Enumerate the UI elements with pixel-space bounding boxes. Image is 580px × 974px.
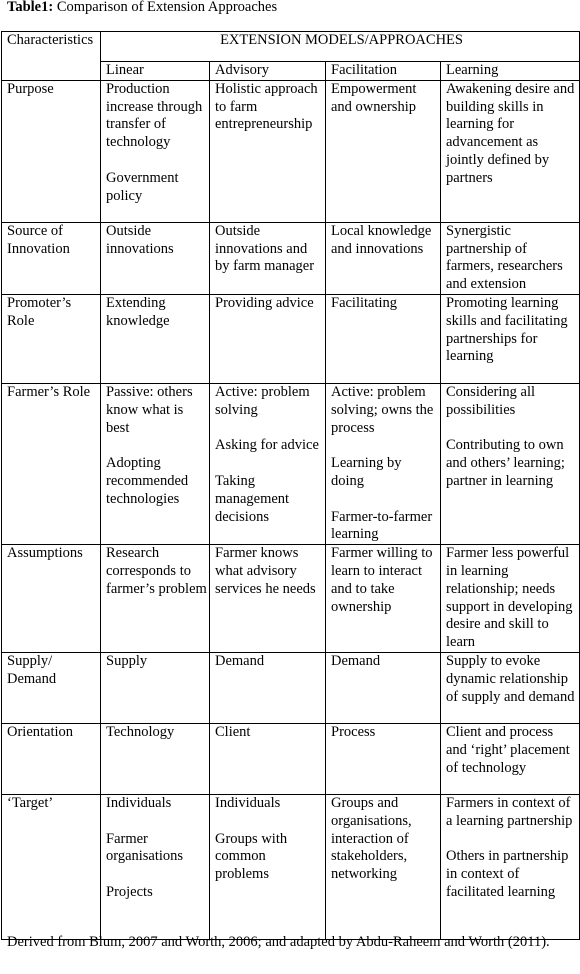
- cell-text: Farmer knows what advisory services he needs: [215, 545, 316, 597]
- cell-text: Client and process and ‘right’ placement of technology: [446, 723, 570, 776]
- cell-advisory: [210, 723, 326, 794]
- cell-facilitation: [326, 545, 441, 653]
- cell-text: Farmer-to-farmer learning: [331, 508, 433, 543]
- cell-facilitation: [326, 794, 441, 939]
- cell-text: Client: [215, 723, 251, 740]
- cell-facilitation: [326, 383, 441, 544]
- cell-linear: [101, 80, 210, 222]
- row-header: Orientation: [2, 723, 101, 794]
- cell-text: Farmer less powerful in learning relationship; needs support in developing desire and skill to learn: [446, 545, 573, 651]
- cell-facilitation: [326, 723, 441, 794]
- cell-text: Supply to evoke dynamic relationship of supply and demand: [446, 652, 575, 705]
- paragraph-gap: [215, 420, 323, 438]
- cell-facilitation: [326, 294, 441, 383]
- cell-facilitation: [326, 80, 441, 222]
- cell-text: Production increase through transfer of technology: [106, 80, 203, 151]
- paragraph-gap: [446, 831, 577, 849]
- cell-linear: [101, 794, 210, 939]
- table-row: [2, 383, 580, 544]
- cell-text: Supply: [106, 652, 148, 669]
- table-caption: [7, 0, 277, 16]
- cell-text: Demand: [331, 652, 381, 669]
- cell-text: Extending knowledge: [106, 294, 170, 329]
- cell-advisory: [210, 794, 326, 939]
- table-body: [2, 80, 580, 939]
- cell-advisory: [210, 545, 326, 653]
- cell-text: Outside innovations and by farm manager: [215, 222, 315, 275]
- cell-facilitation: [326, 222, 441, 294]
- column-header-linear: Linear: [101, 62, 210, 81]
- table-row: [2, 723, 580, 794]
- paragraph-gap: [106, 437, 207, 455]
- paragraph-gap: [106, 813, 207, 831]
- row-header: Supply/ Demand: [2, 652, 101, 723]
- cell-text: Contributing to own and others’ learning; partner in learning: [446, 437, 565, 489]
- cell-learning: [441, 294, 580, 383]
- cell-linear: [101, 222, 210, 294]
- group-header: EXTENSION MODELS/APPROACHES: [101, 32, 580, 62]
- caption-title: Comparison of Extension Approaches: [53, 0, 278, 15]
- cell-text: Considering all possibilities: [446, 383, 536, 418]
- paragraph-gap: [106, 866, 207, 884]
- cell-text: Providing advice: [215, 294, 314, 311]
- cell-learning: [441, 794, 580, 939]
- cell-facilitation: [326, 652, 441, 723]
- cell-text: Empowerment and ownership: [331, 80, 417, 115]
- row-header: Farmer’s Role: [2, 383, 101, 544]
- row-header: Assumptions: [2, 545, 101, 653]
- table-row: [2, 80, 580, 222]
- cell-text: Adopting recommended technologies: [106, 455, 189, 507]
- row-header: Promoter’s Role: [2, 294, 101, 383]
- paragraph-gap: [215, 813, 323, 831]
- cell-text: Demand: [215, 652, 265, 669]
- paragraph-gap: [331, 491, 438, 509]
- cell-linear: [101, 545, 210, 653]
- cell-advisory: [210, 80, 326, 222]
- cell-text: Groups and organisations, interaction of stakeholders, networking: [331, 794, 412, 883]
- paragraph-gap: [331, 437, 438, 455]
- table-row: [2, 222, 580, 294]
- cell-text: Holistic approach to farm entrepreneurship: [215, 80, 318, 133]
- paragraph-gap: [106, 152, 207, 170]
- cell-text: Individuals: [215, 794, 281, 811]
- cell-text: Government policy: [106, 169, 179, 204]
- cell-advisory: [210, 383, 326, 544]
- cell-linear: [101, 652, 210, 723]
- cell-text: Research corresponds to farmer’s problem: [106, 545, 207, 597]
- cell-text: Active: problem solving: [215, 383, 310, 418]
- cell-text: Farmers in context of a learning partnership: [446, 794, 573, 829]
- cell-learning: [441, 222, 580, 294]
- cell-text: Promoting learning skills and facilitating partnerships for learning: [446, 294, 568, 365]
- cell-text: Local knowledge and innovations: [331, 222, 432, 257]
- paragraph-gap: [215, 455, 323, 473]
- cell-text: Outside innovations: [106, 222, 174, 257]
- caption-label: Table1:: [7, 0, 54, 15]
- row-header: Source of Innovation: [2, 222, 101, 294]
- paragraph-gap: [446, 420, 577, 438]
- table-row: [2, 794, 580, 939]
- cell-text: Technology: [106, 723, 175, 740]
- cell-advisory: [210, 222, 326, 294]
- table-row: [2, 652, 580, 723]
- cell-text: Awakening desire and building skills in learning for advancement as jointly defined by partners: [446, 80, 575, 186]
- cell-text: Asking for advice: [215, 437, 319, 454]
- cell-text: Groups with common problems: [215, 830, 288, 883]
- cell-linear: [101, 383, 210, 544]
- cell-text: Individuals: [106, 794, 172, 811]
- cell-text: Farmer organisations: [106, 830, 184, 865]
- cell-learning: [441, 545, 580, 653]
- cell-text: Farmer willing to learn to interact and to take ownership: [331, 545, 433, 615]
- cell-learning: [441, 383, 580, 544]
- column-header-advisory: Advisory: [210, 62, 326, 81]
- cell-text: Taking management decisions: [215, 472, 290, 525]
- table-row: [2, 294, 580, 383]
- source-note: Derived from Blum, 2007 and Worth, 2006; and adapted by Abdu-Raheem and Worth (2011).: [7, 934, 550, 950]
- row-header: ‘Target’: [2, 794, 101, 939]
- cell-advisory: [210, 652, 326, 723]
- comparison-table: [1, 31, 580, 940]
- corner-header: Characteristics: [2, 32, 101, 81]
- row-header: Purpose: [2, 80, 101, 222]
- cell-learning: [441, 723, 580, 794]
- table-row: [2, 545, 580, 653]
- cell-linear: [101, 723, 210, 794]
- group-header-row: [2, 32, 580, 62]
- cell-text: Others in partnership in context of facilitated learning: [446, 848, 569, 900]
- cell-learning: [441, 652, 580, 723]
- cell-text: Passive: others know what is best: [106, 383, 193, 436]
- cell-linear: [101, 294, 210, 383]
- cell-text: Active: problem solving; owns the process: [331, 383, 434, 436]
- column-header-facilitation: Facilitation: [326, 62, 441, 81]
- cell-text: Synergistic partnership of farmers, researchers and extension: [446, 222, 563, 293]
- cell-text: Learning by doing: [331, 455, 402, 489]
- column-header-learning: Learning: [441, 62, 580, 81]
- cell-text: Process: [331, 723, 376, 740]
- cell-advisory: [210, 294, 326, 383]
- cell-text: Projects: [106, 883, 153, 900]
- cell-text: Facilitating: [331, 294, 398, 311]
- cell-learning: [441, 80, 580, 222]
